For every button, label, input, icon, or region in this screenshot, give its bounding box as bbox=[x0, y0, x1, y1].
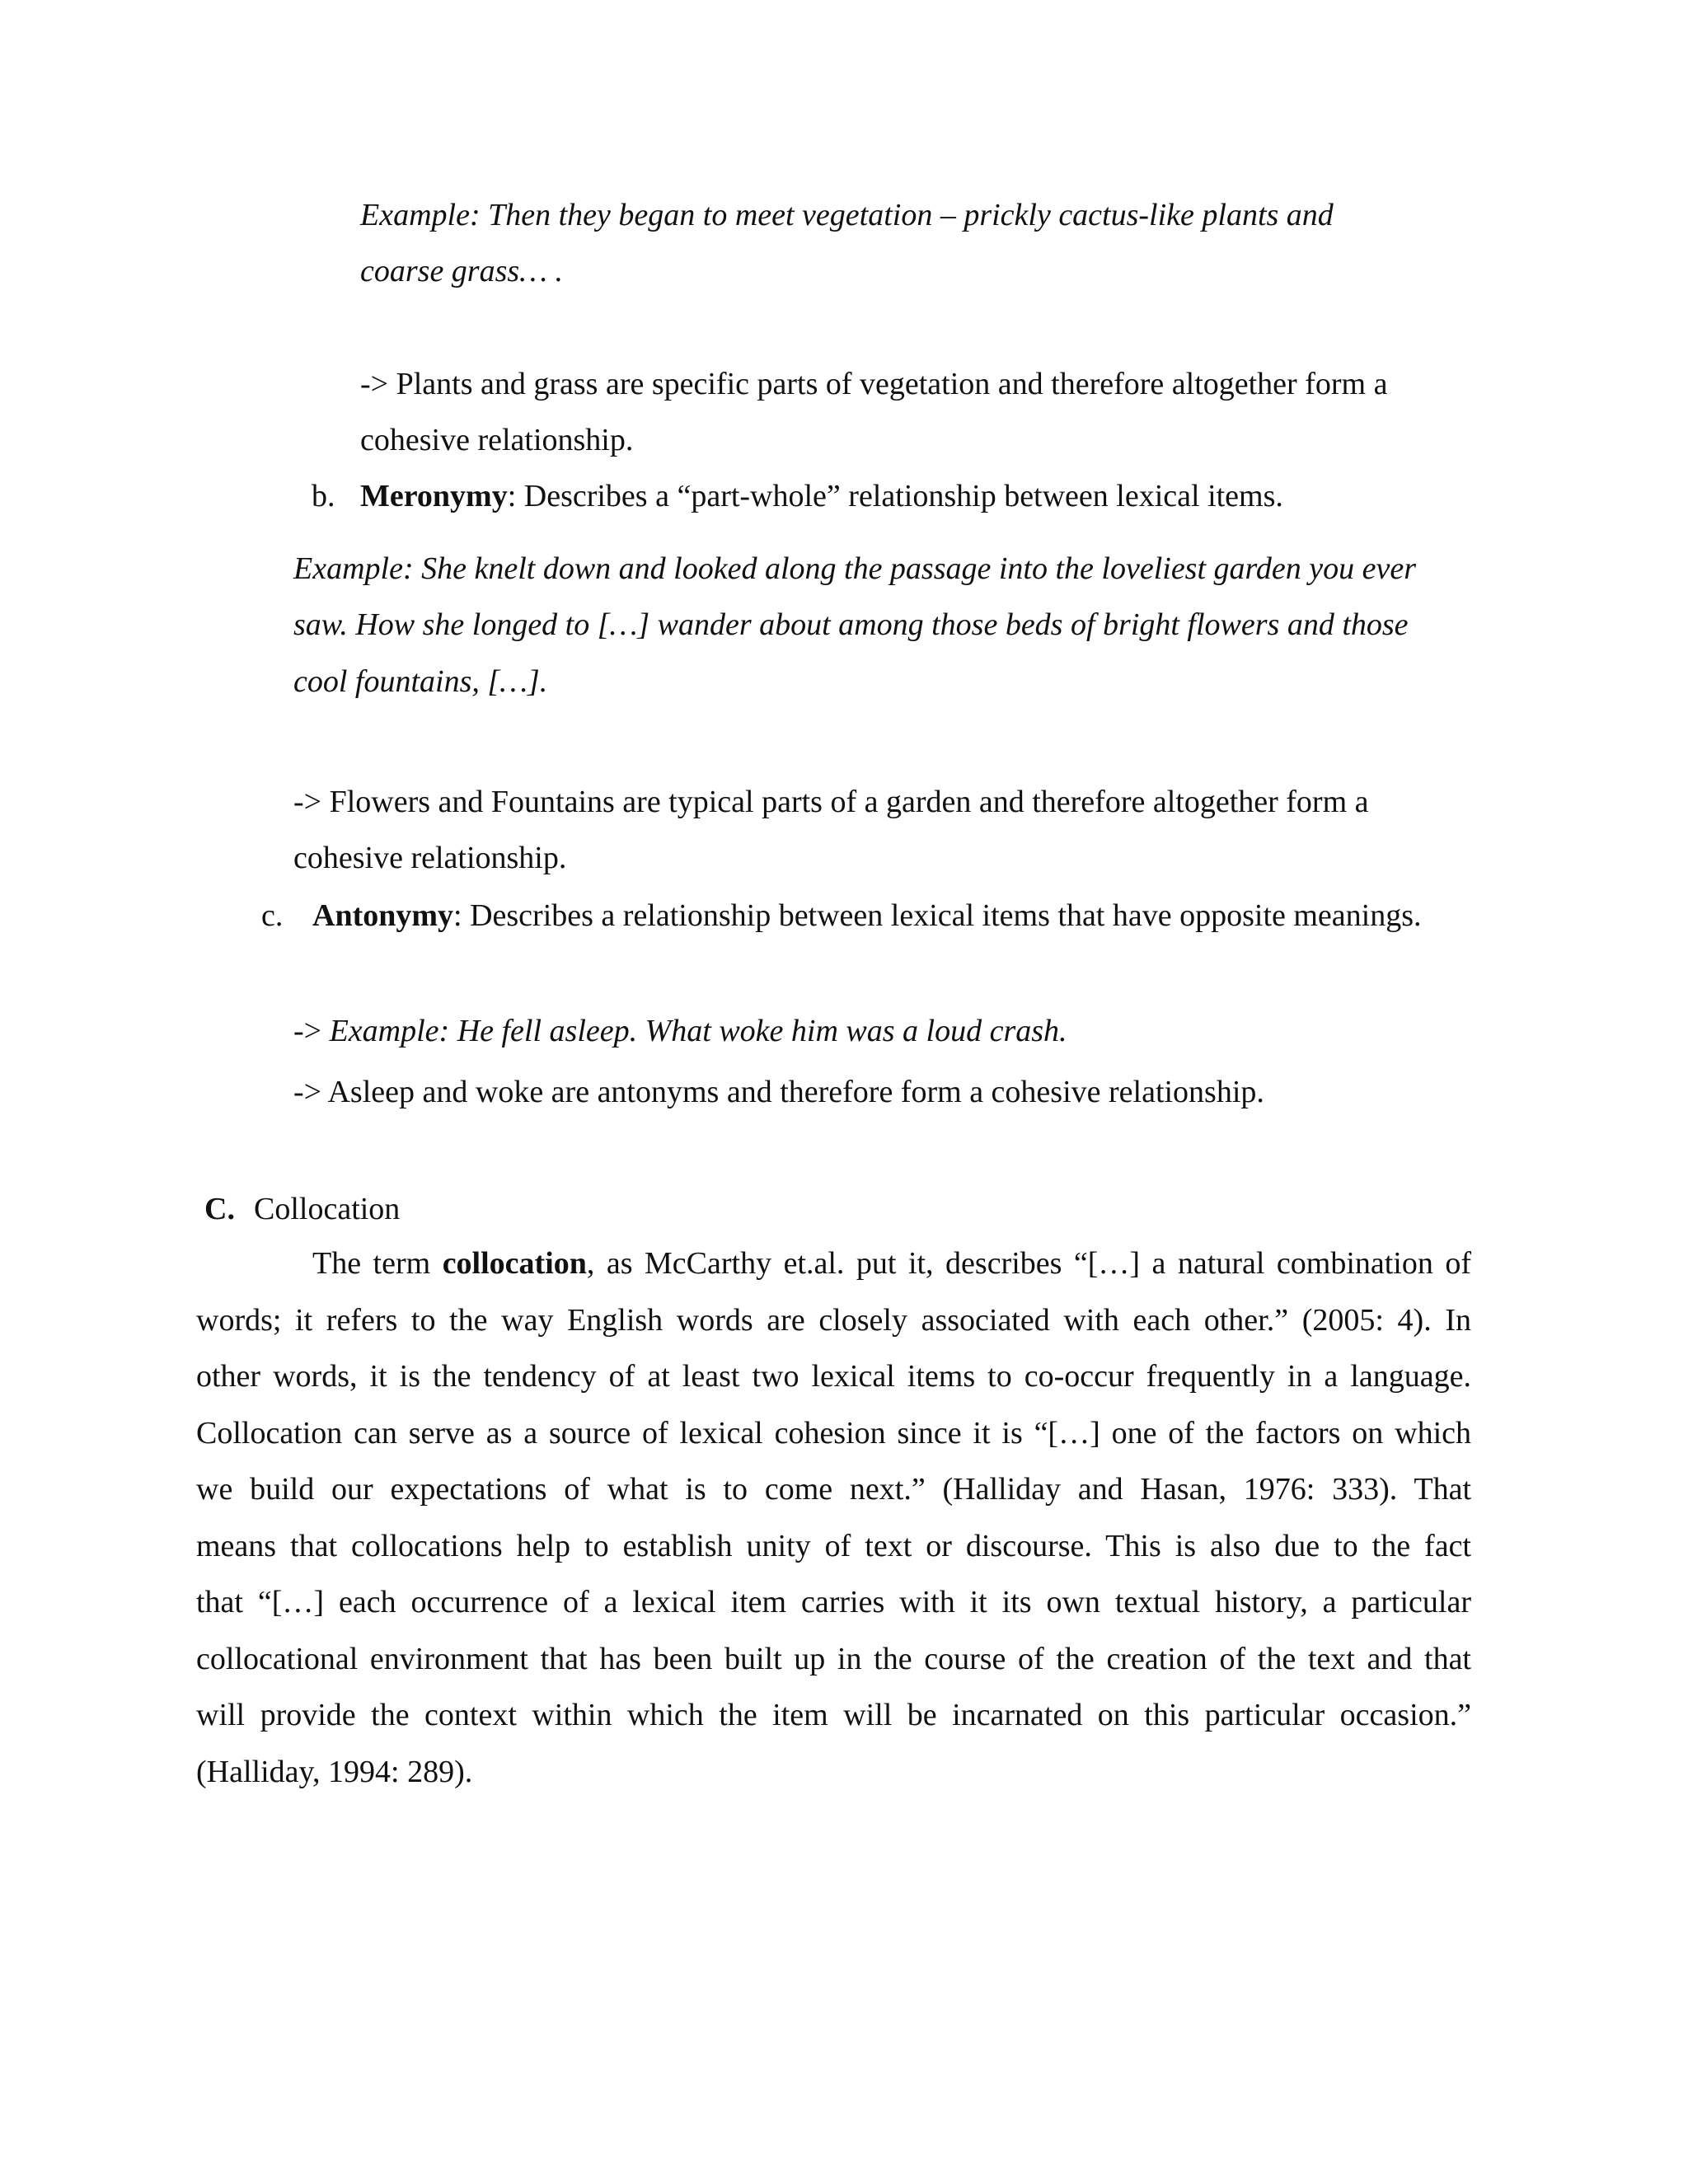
list-marker-c: c. bbox=[261, 898, 284, 933]
paragraph-line: that “[…] each occurrence of a lexical item carries with it its own textual history, a particular bbox=[196, 1585, 1471, 1619]
paragraph-line: (Halliday, 1994: 289). bbox=[196, 1754, 473, 1789]
paragraph-text: The term bbox=[312, 1246, 443, 1281]
section-title: Collocation bbox=[254, 1192, 401, 1226]
meronymy-explanation-line-2: cohesive relationship. bbox=[293, 841, 567, 875]
antonymy-term: Antonymy bbox=[312, 898, 454, 933]
section-marker: C. bbox=[204, 1192, 235, 1226]
antonymy-example bbox=[293, 1012, 1067, 1050]
hyponymy-explanation-line-1: -> Plants and grass are specific parts of vegetation and therefore altogether form a bbox=[360, 367, 1388, 401]
hyponymy-example-line-2: coarse grass… . bbox=[360, 254, 563, 288]
paragraph-line: words; it refers to the way English words are closely associated with each other.” (2005: 4). In bbox=[196, 1302, 1471, 1338]
paragraph-text: , as McCarthy et.al. put it, describes “[…] a natural combination of bbox=[586, 1246, 1471, 1281]
meronymy-example-line-1: Example: She knelt down and looked along the passage into the loveliest garden you ever bbox=[293, 551, 1417, 586]
paragraph-line: will provide the context within which the item will be incarnated on this particular occasion.” bbox=[196, 1698, 1471, 1732]
meronymy-example-line-3: cool fountains, […]. bbox=[293, 664, 548, 699]
meronymy-explanation-line-1: -> Flowers and Fountains are typical parts of a garden and therefore altogether form a bbox=[293, 785, 1369, 819]
hyponymy-example-line-1: Example: Then they began to meet vegetation – prickly cactus-like plants and bbox=[360, 198, 1334, 232]
antonymy-example-text: Example: He fell asleep. What woke him was a loud crash. bbox=[329, 1014, 1067, 1048]
paragraph-line: we build our expectations of what is to come next.” (Halliday and Hasan, 1976: 333). That bbox=[196, 1472, 1471, 1507]
section-heading-collocation bbox=[204, 1190, 400, 1228]
paragraph-line: means that collocations help to establish unity of text or discourse. This is also due to the fact bbox=[196, 1528, 1471, 1563]
antonymy-list-item bbox=[261, 897, 1422, 935]
meronymy-example-line-2: saw. How she longed to […] wander about among those beds of bright flowers and those bbox=[293, 607, 1409, 642]
antonymy-explanation: -> Asleep and woke are antonyms and therefore form a cohesive relationship. bbox=[293, 1075, 1264, 1109]
list-marker-b: b. bbox=[312, 479, 335, 513]
paragraph-line: collocational environment that has been built up in the course of the creation of the text and that bbox=[196, 1641, 1471, 1676]
paragraph-line bbox=[196, 1235, 1471, 1292]
meronymy-definition: : Describes a “part-whole” relationship between lexical items. bbox=[507, 479, 1283, 513]
meronymy-list-item bbox=[312, 477, 1283, 515]
paragraph-line: other words, it is the tendency of at least two lexical items to co-occur frequently in a language. bbox=[196, 1359, 1471, 1394]
collocation-term: collocation bbox=[442, 1246, 587, 1281]
hyponymy-explanation-line-2: cohesive relationship. bbox=[360, 423, 634, 457]
meronymy-term: Meronymy bbox=[360, 479, 508, 513]
antonymy-definition: : Describes a relationship between lexical items that have opposite meanings. bbox=[453, 898, 1422, 933]
collocation-paragraph bbox=[196, 1235, 1471, 1800]
paragraph-line: Collocation can serve as a source of lexical cohesion since it is “[…] one of the factors on which bbox=[196, 1415, 1471, 1451]
antonymy-example-arrow: -> bbox=[293, 1014, 330, 1048]
